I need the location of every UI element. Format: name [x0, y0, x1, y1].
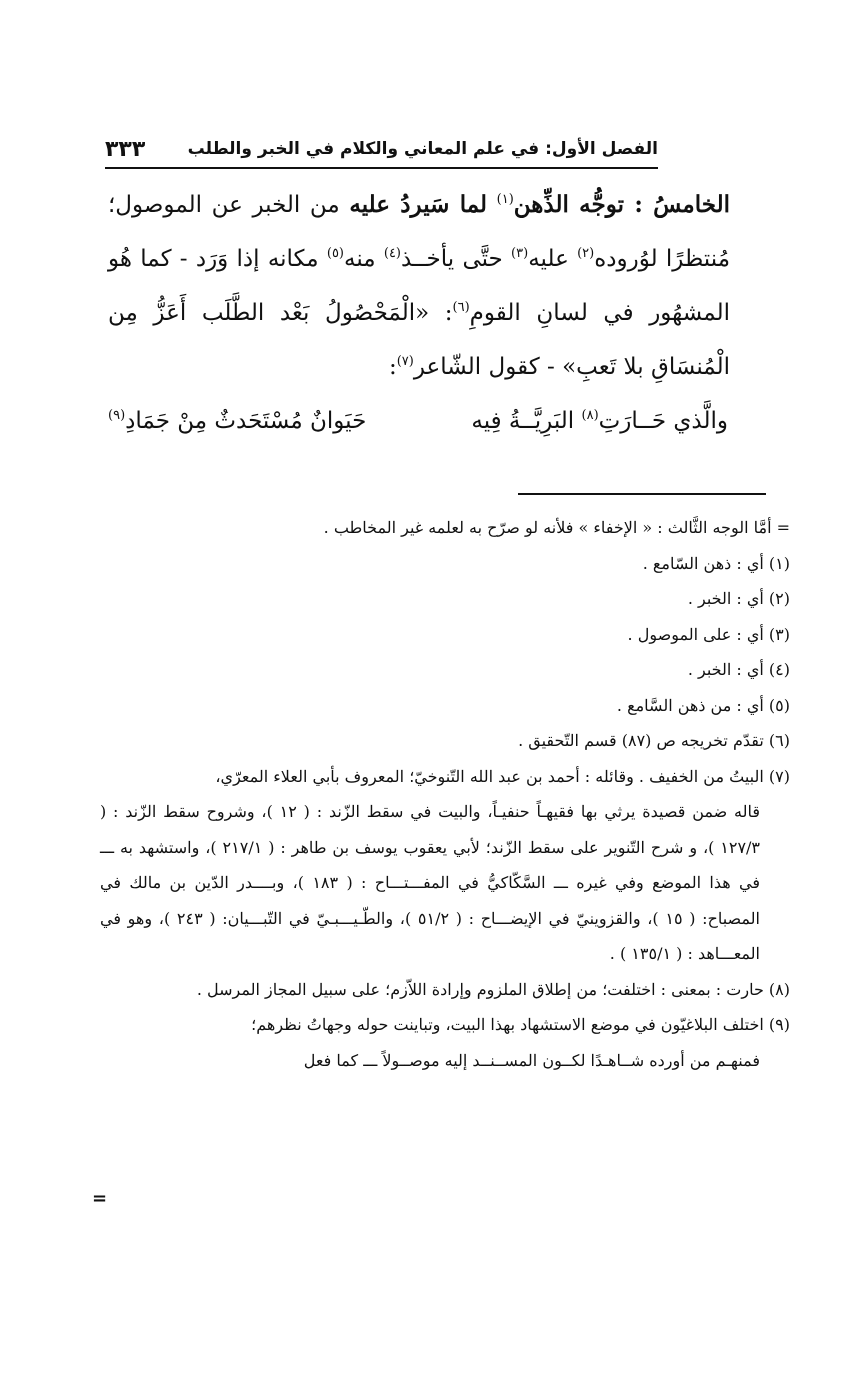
footnote-5: (٥) أي : من ذهن السَّامع . [616, 695, 790, 715]
body-text: من الخبر عن الموصول؛ مُنتظرًا لوُروده [108, 192, 731, 272]
footnote-ref: (٥) [326, 246, 344, 261]
footnote-1: (١) أي : ذهن السّامع . [642, 553, 790, 573]
footnote-3: (٣) أي : على الموصول . [627, 624, 790, 644]
page-number: ٣٣٣ [105, 136, 146, 162]
lead-phrase-2: لما سَيردُ عليه [349, 191, 488, 218]
continued-mark: = [92, 1188, 108, 1209]
header-divider [105, 167, 658, 169]
body-text: عليه [528, 246, 569, 272]
footnote-divider [518, 493, 766, 495]
footnote-ref: (٦) [452, 300, 470, 315]
footnote-continued: = أمَّا الوجه الثَّالث : « الإخفاء » فلأنه لو صرّح به لعلمه غير المخاطب . [323, 518, 790, 537]
body-text: مكانه إذا وَرَد - كما هُو المشهُور في لسانِ القومِ [108, 246, 730, 326]
verse-second-hemistich: حَيَوانٌ مُسْتَحَدثٌ مِنْ جَمَادِ$^{(٩)}$ [108, 408, 367, 434]
footnote-2: (٢) أي : الخبر . [687, 589, 790, 608]
footnote-ref: (١) [496, 192, 514, 207]
footnote-7: (٧) البيتُ من الخفيف . وقائله : أحمد بن عبد الله التّنوخيّ؛ المعروف بأبي العلاء المعرّي، [215, 766, 790, 786]
poetry-verse [108, 396, 728, 446]
verse-first-hemistich: والَّذي حَــارَتِ$^{(٨)}$ البَرِيَّــةُ فِيه [471, 408, 728, 434]
footnote-ref: (٩) [108, 408, 126, 423]
page-header [105, 132, 658, 166]
footnote-9-body: فمنهـم من أورده شــاهـدًا لكــون المســنــد إليه موصــولاً ـــ كما فعل [303, 1050, 760, 1070]
footnote-ref: (٧) [396, 354, 414, 369]
footnote-ref: (٨) [581, 408, 599, 423]
footnote-ref: (٢) [577, 246, 595, 261]
footnote-ref: (٣) [511, 246, 529, 261]
body-text: : [388, 354, 397, 380]
footnote-9: (٩) اختلف البلاغيّون في موضع الاستشهاد بهذا البيت، وتباينت حوله وجهاتُ نظرهم؛ [251, 1015, 790, 1034]
footnote-8: (٨) حارت : بمعنى : اختلفت؛ من إطلاق الملزوم وإرادة اللاّزم؛ على سبيل المجاز المرسل . [196, 979, 790, 999]
body-text: حتَّى يأخــذ [401, 246, 503, 272]
lead-phrase: الخامسُ : توجُّه الذِّهن [513, 191, 730, 218]
footnote-7-body: قاله ضمن قصيدة يرثي بها فقيهـاً حنفيـاً، والبيت في سقط الزّند : ( ١٢ )، وشروح سقط الزّند : ( ١٢٧/٣ )، و شرح التّنوير على سقط الزّند؛ لأبي يعقوب يوسف بن طاهر : ( ٢١٧/١ )، واستشهد به ـــ في هذا الموضع وفي غيره ـــ السَّكّاكيُّ في المفـــتـــاح : ( ١٨٣ )، وبــــدر الدّين بن مالك في المصباح: ( ١٥ )، والقزوينيّ في الإيضـــاح : ( ٥١/٢ )، والطّـيـــبـيّ في التّبـــيان: ( ٢٤٣ )، وهو في المعـــاهد : ( ١٣٥/١ ) . [100, 802, 761, 963]
chapter-title: الفصل الأول: في علم المعاني والكلام في الخبر والطلب [187, 139, 658, 159]
body-text: : «الْمَحْصُولُ بَعْد الطَّلَب أَعَزُّ مِن الْمُنسَاقِ بلا تَعبِ» - كقول الشّاعر [108, 300, 730, 380]
footnote-ref: (٤) [383, 246, 401, 261]
footnotes-section [100, 510, 790, 1078]
footnote-4: (٤) أي : الخبر . [687, 660, 790, 679]
footnote-6: (٦) تقدّم تخريجه ص (٨٧) قسم التّحقيق . [518, 731, 790, 750]
main-paragraph [108, 178, 730, 394]
body-text: منه [344, 246, 376, 272]
